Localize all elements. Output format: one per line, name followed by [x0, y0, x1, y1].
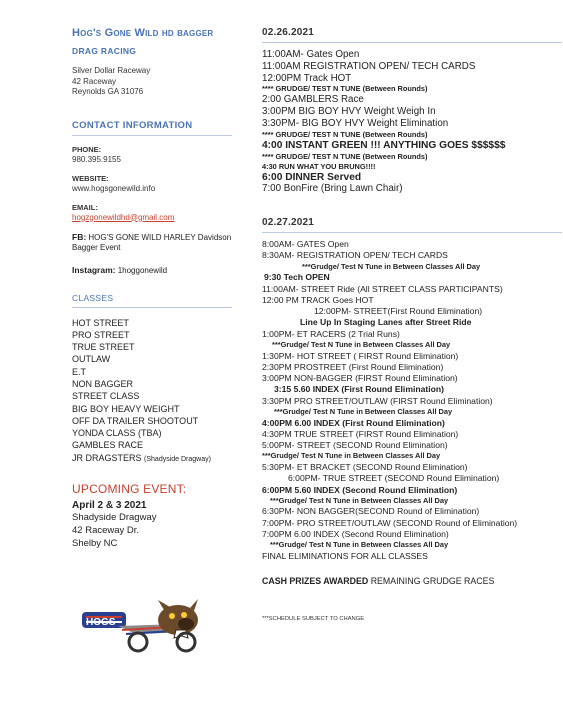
schedule-item: 11:00AM- STREET Ride (All STREET CLASS PARTICIPANTS) — [262, 283, 503, 294]
hog-bike-logo-icon — [78, 598, 218, 654]
contact-heading: CONTACT INFORMATION — [72, 119, 193, 131]
schedule-item: Line Up In Staging Lanes after Street Ride — [300, 317, 472, 328]
website-label: WEBSITE: — [72, 173, 109, 183]
divider — [262, 232, 562, 233]
class-list — [72, 317, 242, 467]
schedule-item: 6:00 DINNER Served — [262, 171, 362, 183]
schedule-item: 3:00PM BIG BOY HVY Weight Weigh In — [262, 106, 436, 118]
upcoming-line: Shadyside Dragway — [72, 512, 157, 524]
schedule-item: 12:00PM Track HOT — [262, 72, 352, 84]
schedule-item: **** GRUDGE/ TEST N TUNE (Between Rounds) — [262, 84, 428, 94]
class-item — [72, 452, 242, 466]
schedule-note: ***SCHEDULE SUBJECT TO CHANGE — [262, 616, 365, 622]
class-item: GAMBLES RACE — [72, 440, 144, 451]
day2-schedule — [262, 239, 562, 562]
schedule-item: 1:00PM- ET RACERS (2 Trial Runs) — [262, 328, 400, 339]
schedule-item: 11:00AM- Gates Open — [262, 49, 360, 60]
schedule-item: 3:00PM NON-BAGGER (FIRST Round Elimination) — [262, 373, 458, 384]
instagram-label: Instagram: — [72, 264, 116, 275]
org-subtitle: DRAG RACING — [72, 46, 137, 56]
classes-heading: CLASSES — [72, 292, 114, 303]
org-title: Hog's Gone Wild hd bagger — [72, 27, 214, 39]
schedule-item: 5:00PM- STREET (SECOND Round Elimination) — [262, 440, 448, 451]
schedule-item: ***Grudge/ Test N Tune in Between Classes All Day — [270, 540, 449, 550]
schedule-item: 3:15 5.60 INDEX (First Round Elimination) — [274, 384, 444, 395]
schedule-item: **** GRUDGE/ TEST N TUNE (Between Rounds) — [262, 151, 428, 161]
class-item: YONDA CLASS (TBA) — [72, 428, 162, 439]
logo-text: HOGS — [86, 617, 116, 628]
upcoming-line: 42 Raceway Dr. — [72, 525, 140, 537]
schedule-item: 6:30PM- NON BAGGER(SECOND Round of Elimination) — [262, 506, 480, 517]
venue-address — [72, 66, 242, 98]
schedule-item: 1:30PM- HOT STREET ( FIRST Round Elimination) — [262, 350, 459, 361]
schedule-item: ***Grudge/ Test N Tune in Between Classes All Day — [270, 495, 449, 505]
upcoming-date: April 2 & 3 2021 — [72, 500, 147, 512]
class-item: OUTLAW — [72, 354, 111, 365]
class-item: STREET CLASS — [72, 391, 140, 402]
schedule-item: 9:30 Tech OPEN — [264, 272, 330, 283]
instagram-value: 1hoggonewild — [117, 265, 168, 275]
schedule-item: 6:00PM- TRUE STREET (SECOND Round Elimination) — [288, 473, 500, 484]
schedule-item: 8:30AM- REGISTRATION OPEN/ TECH CARDS — [262, 250, 448, 261]
schedule-item: ***Grudge/ Test N Tune in Between Classes All Day — [274, 407, 453, 417]
schedule-item: ***Grudge/ Test N Tune in Between Classes All Day — [302, 261, 481, 271]
email-label: EMAIL: — [72, 202, 98, 212]
schedule-item: 2:00 GAMBLERS Race — [262, 94, 364, 106]
class-item-note: (Shadyside Dragway) — [144, 455, 211, 463]
class-item: HOT STREET — [72, 317, 129, 328]
schedule-item: 4:00PM 6.00 INDEX (First Round Elimination) — [262, 417, 445, 428]
schedule-item: 7:00PM- PRO STREET/OUTLAW (SECOND Round of Elimination) — [262, 517, 518, 528]
schedule-item: 3:30PM PRO STREET/OUTLAW (FIRST Round Elimination) — [262, 395, 493, 406]
phone-label: PHONE: — [72, 144, 102, 154]
schedule-item: 4:00 INSTANT GREEN !!! ANYTHING GOES $$$$$$ — [262, 139, 506, 151]
facebook-value: HOG'S GONE WILD HARLEY Davidson Bagger Event — [72, 232, 232, 252]
schedule-item: 2:30PM PROSTREET (First Round Elimination) — [262, 361, 444, 372]
website-link[interactable]: www.hogsgonewild.info — [72, 183, 156, 193]
schedule-item: 6:00PM 5.60 INDEX (Second Round Elimination) — [262, 484, 458, 495]
left-column — [72, 27, 242, 550]
class-item: OFF DA TRAILER SHOOTOUT — [72, 415, 199, 426]
email-link[interactable]: hogzgonewildhd@gmail.com — [72, 212, 175, 222]
class-item: PRO STREET — [72, 329, 130, 340]
address-line: Reynolds GA 31076 — [72, 87, 144, 96]
schedule-column — [262, 27, 562, 622]
schedule-item: 11:00AM REGISTRATION OPEN/ TECH CARDS — [262, 60, 476, 72]
facebook-label: FB: — [72, 231, 87, 242]
upcoming-line: Shelby NC — [72, 538, 118, 550]
class-item-label: JR DRAGSTERS — [72, 452, 142, 463]
day1-schedule — [262, 49, 562, 195]
schedule-item: 7:00PM 6.00 INDEX (Second Round Elimination) — [262, 528, 449, 539]
schedule-item: 3:30PM- BIG BOY HVY Weight Elimination — [262, 117, 449, 129]
schedule-item: 12:00PM- STREET(First Round Elimination) — [314, 306, 483, 317]
address-line: 42 Raceway — [72, 76, 117, 86]
class-item: TRUE STREET — [72, 342, 135, 353]
schedule-item: 5:30PM- ET BRACKET (SECOND Round Elimination) — [262, 461, 468, 472]
day2-date: 02.27.2021 — [262, 217, 315, 229]
cash-prizes-bold: CASH PRIZES AWARDED — [262, 576, 369, 586]
divider — [262, 42, 562, 43]
schedule-item: FINAL ELIMINATIONS FOR ALL CLASSES — [262, 550, 428, 561]
cash-prizes — [262, 576, 562, 586]
upcoming-heading: UPCOMING EVENT: — [72, 482, 187, 497]
phone-value: 980.395.9155 — [72, 154, 121, 164]
schedule-item: 8:00AM- GATES Open — [262, 239, 349, 250]
schedule-item: 4:30 RUN WHAT YOU BRUNG!!!! — [262, 161, 376, 171]
instagram-info — [72, 265, 242, 275]
day1-date: 02.26.2021 — [262, 27, 315, 38]
cash-prizes-rest: REMAINING GRUDGE RACES — [370, 576, 495, 586]
schedule-item: 12:00 PM TRACK Goes HOT — [262, 294, 374, 305]
class-item: BIG BOY HEAVY WEIGHT — [72, 403, 180, 414]
divider — [72, 135, 232, 136]
divider — [72, 307, 232, 308]
class-item: NON BAGGER — [72, 378, 134, 389]
schedule-item: **** GRUDGE/ TEST N TUNE (Between Rounds) — [262, 129, 428, 139]
schedule-item: 7:00 BonFire (Bring Lawn Chair) — [262, 183, 403, 195]
address-line: Silver Dollar Raceway — [72, 66, 151, 75]
class-item: E.T — [72, 366, 87, 377]
schedule-item: ***Grudge/ Test N Tune in Between Classes All Day — [272, 340, 451, 350]
schedule-item: ***Grudge/ Test N Tune in Between Classes All Day — [262, 451, 441, 461]
facebook-info — [72, 232, 242, 253]
schedule-item: 4:30PM TRUE STREET (FIRST Round Elimination) — [262, 428, 459, 439]
